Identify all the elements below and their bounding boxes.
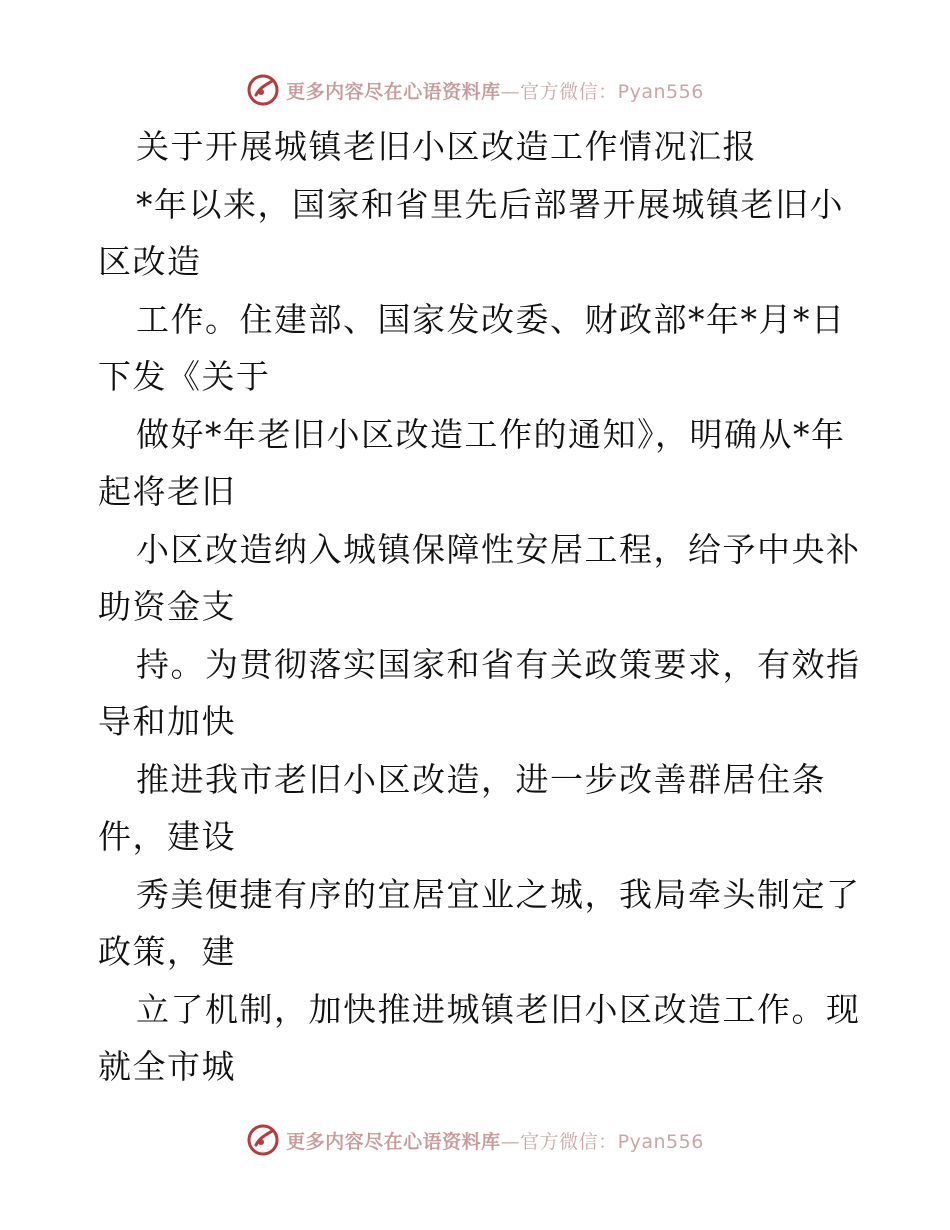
footer-banner-wechat: 官方微信：Pyan556 [520,1130,704,1153]
text-line: 持。为贯彻落实国家和省有关政策要求，有效指 [136,644,861,684]
header-banner-cn: 更多内容尽在心语资料库 [286,80,501,103]
text-line: 小区改造纳入城镇保障性安居工程，给予中央补 [136,529,861,569]
header-banner-text [286,77,704,104]
document-title: 关于开展城镇老旧小区改造工作情况汇报 [136,127,757,166]
text-line: 就全市城 [98,1047,236,1086]
footer-banner-separator: — [500,1130,521,1153]
footer-banner-text [286,1127,704,1154]
logo-icon [246,73,280,107]
text-line: 推进我市老旧小区改造，进一步改善群居住条 [136,759,826,799]
text-line: 区改造 [98,242,202,281]
header-banner-separator: — [500,80,521,103]
text-line: 助资金支 [98,587,236,626]
text-line: 秀美便捷有序的宜居宜业之城，我局牵头制定了 [136,874,861,914]
footer-banner [0,1120,950,1160]
document-body [98,118,861,1096]
text-line: 工作。住建部、国家发改委、财政部*年*月*日 [136,299,846,339]
text-line: 下发《关于 [98,357,271,396]
text-line: *年以来，国家和省里先后部署开展城镇老旧小 [136,184,844,224]
logo-icon [246,1123,280,1157]
footer-banner-cn: 更多内容尽在心语资料库 [286,1130,501,1153]
header-banner-wechat: 官方微信：Pyan556 [520,80,704,103]
text-line: 件，建设 [98,817,236,856]
text-line: 立了机制，加快推进城镇老旧小区改造工作。现 [136,989,861,1029]
text-line: 做好*年老旧小区改造工作的通知》，明确从*年 [136,414,846,454]
text-line: 起将老旧 [98,472,236,511]
text-line: 导和加快 [98,702,236,741]
header-banner [0,70,950,110]
text-line: 政策，建 [98,932,236,971]
